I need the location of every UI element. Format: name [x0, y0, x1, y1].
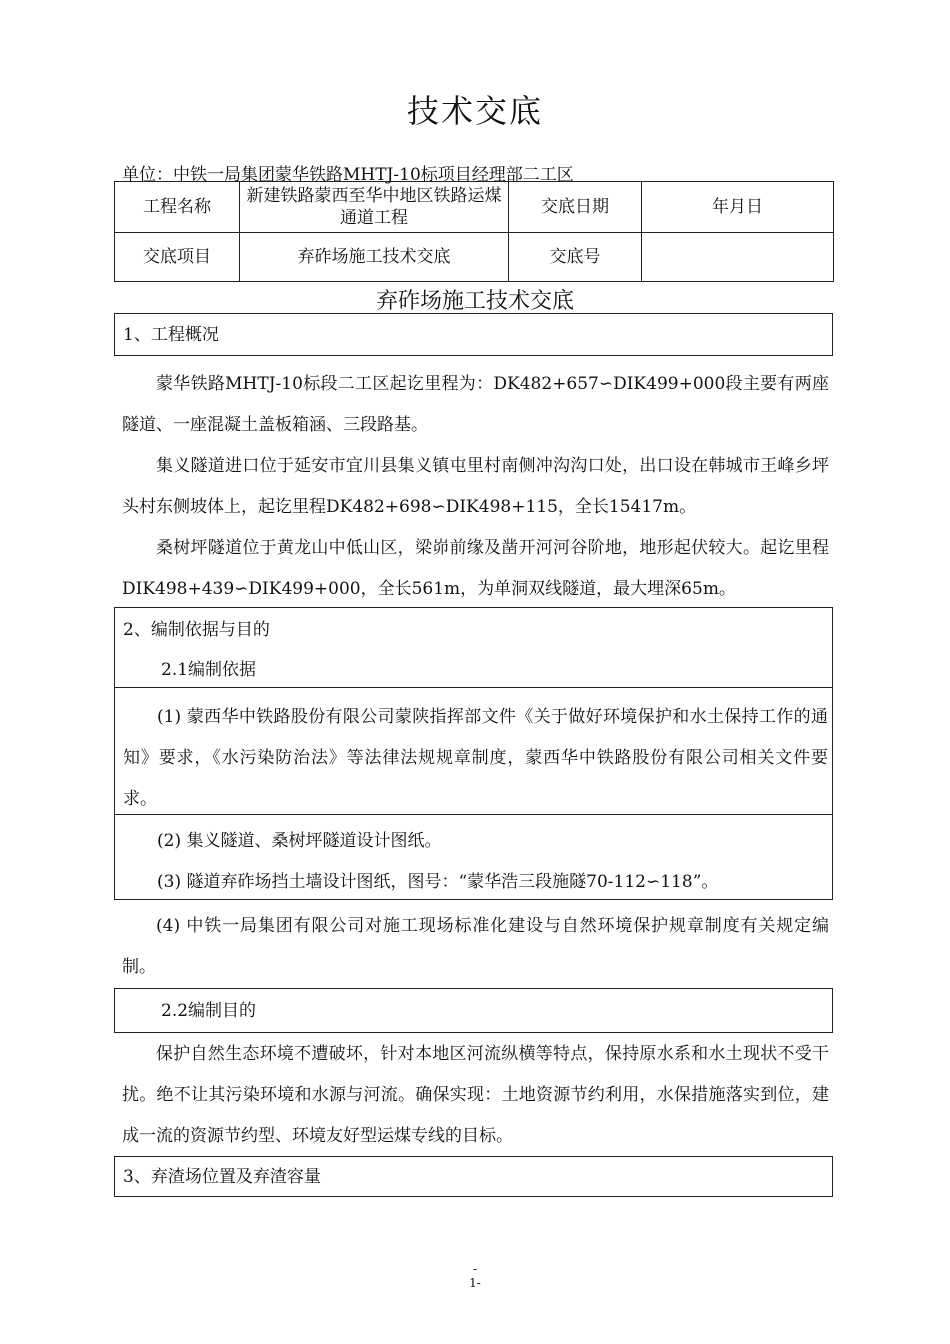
purpose-paragraph: 保护自然生态环境不遭破坏，针对本地区河流纵横等特点，保持原水系和水土现状不受干扰。绝不让其污染环境和水源与河流。确保实现：土地资源节约利用，水保措施落实到位，建成一流的资源节约型、环境友好型运煤专线的目标。 — [122, 1044, 829, 1146]
unit-line: 单位：中铁一局集团蒙华铁路MHTJ-10标项目经理部二工区 — [122, 165, 574, 185]
subtitle: 弃砟场施工技术交底 — [375, 289, 574, 314]
document-title: 技术交底 — [406, 92, 543, 130]
basis-item-2: (2) 集义隧道、桑树坪隧道设计图纸。 — [157, 831, 442, 851]
page-footer — [0, 1262, 950, 1290]
number-label: 交底号 — [509, 233, 642, 282]
section-3-heading: 3、弃渣场位置及弃渣容量 — [123, 1167, 321, 1187]
section-2-1-heading: 2.1编制依据 — [161, 660, 257, 680]
section-1-body — [114, 364, 833, 610]
section-1-box — [114, 313, 833, 356]
date-value: 年月日 — [642, 182, 834, 233]
project-name-label: 工程名称 — [115, 182, 240, 233]
header-table — [114, 181, 834, 282]
basis-item-1-box — [114, 688, 833, 815]
section-2-box — [114, 607, 833, 688]
page-number: 1- — [469, 1276, 481, 1290]
basis-item-4-box — [114, 906, 833, 988]
item-value: 弃砟场施工技术交底 — [240, 233, 509, 282]
basis-item-3: (3) 隧道弃砟场挡土墙设计图纸，图号：“蒙华浩三段施隧70-112∽118”。 — [157, 872, 719, 892]
overview-paragraph-1: 蒙华铁路MHTJ-10标段二工区起讫里程为：DK482+657∽DIK499+000段主要有两座隧道、一座混凝土盖板箱涵、三段路基。 — [122, 374, 829, 435]
section-1-heading: 1、工程概况 — [123, 325, 219, 345]
number-value — [642, 233, 834, 282]
footer-dash: - — [472, 1262, 478, 1276]
overview-paragraph-2: 集义隧道进口位于延安市宜川县集义镇屯里村南侧冲沟沟口处，出口设在韩城市王峰乡坪头村东侧坡体上，起讫里程DK482+698∽DIK498+115，全长15417m。 — [122, 456, 829, 517]
section-3-box — [114, 1156, 833, 1197]
purpose-box — [114, 1034, 833, 1157]
project-name-value: 新建铁路蒙西至华中地区铁路运煤通道工程 — [240, 182, 509, 233]
basis-items-2-3-box — [114, 815, 833, 900]
section-2-2-box — [114, 988, 833, 1033]
section-2-2-heading: 2.2编制目的 — [161, 1001, 257, 1021]
basis-item-1: (1) 蒙西华中铁路股份有限公司蒙陕指挥部文件《关于做好环境保护和水土保持工作的通知》要求，《水污染防治法》等法律法规规章制度，蒙西华中铁路股份有限公司相关文件要求。 — [123, 707, 828, 809]
section-2-heading: 2、编制依据与目的 — [123, 620, 270, 640]
date-label: 交底日期 — [509, 182, 642, 233]
item-label: 交底项目 — [115, 233, 240, 282]
basis-item-4: (4) 中铁一局集团有限公司对施工现场标准化建设与自然环境保护规章制度有关规定编制。 — [122, 916, 829, 977]
overview-paragraph-3: 桑树坪隧道位于黄龙山中低山区，梁峁前缘及凿开河河谷阶地，地形起伏较大。起讫里程DIK498+439∽DIK499+000，全长561m，为单洞双线隧道，最大埋深65m。 — [122, 538, 829, 599]
